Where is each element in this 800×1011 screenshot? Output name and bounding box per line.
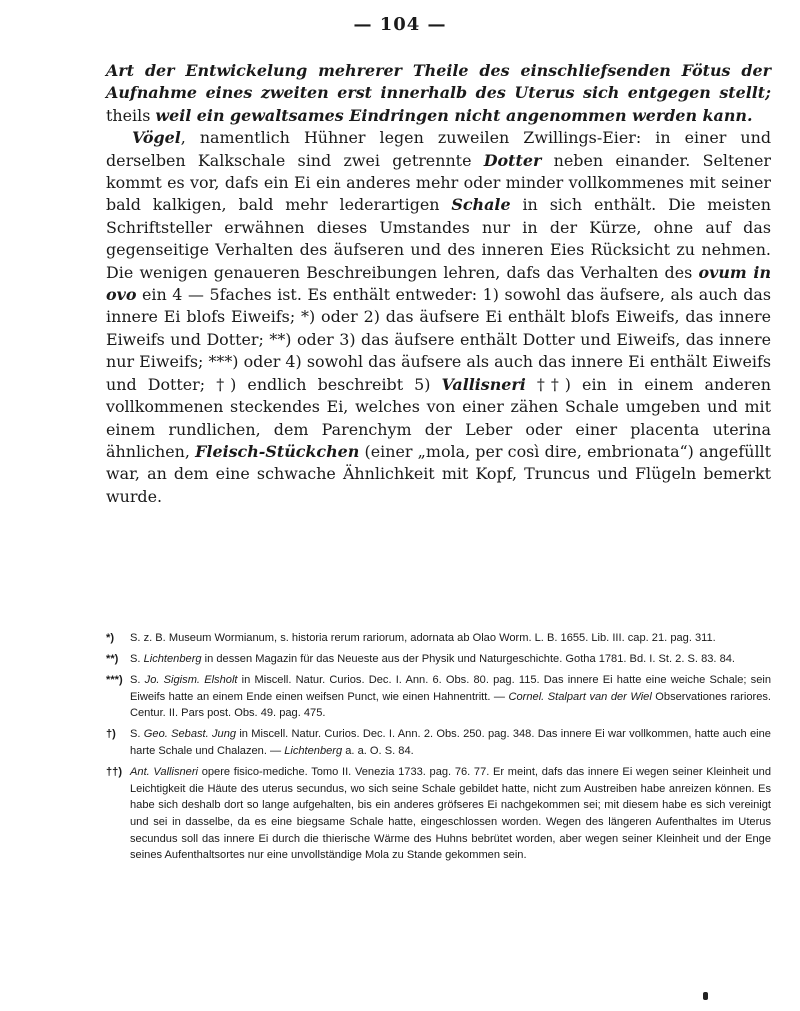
- footnote-3-part-a: S.: [130, 674, 145, 687]
- footnote-3: [106, 672, 771, 722]
- footnote-4-part-a: S.: [130, 728, 144, 741]
- main-text: [106, 60, 771, 508]
- term-voegel: Vögel: [132, 128, 181, 148]
- paragraph-1-italic-tail: weil ein gewaltsames Eindringen nicht angenommen werden kann.: [155, 105, 753, 125]
- footnote-5-mark: ††): [106, 766, 123, 779]
- footnote-3-part-c: Observationes rariores. Centur. II. Pars post. Obs. 49. pag. 475.: [130, 690, 771, 720]
- term-fleisch-stueckchen: Fleisch-Stückchen: [195, 441, 360, 461]
- footnote-3-author: Jo. Sigism. Elsholt: [144, 674, 238, 687]
- footnote-2-part-a: S.: [130, 653, 144, 666]
- footnote-4-author-2: Lichtenberg: [284, 745, 343, 758]
- footnote-1-mark: *): [106, 632, 115, 644]
- footnote-3-author-2: Cornel. Stalpart van der Wiel: [508, 690, 652, 703]
- footnotes: [106, 630, 771, 868]
- footnote-1-text: S. z. B. Museum Wormianum, s. historia rerum rariorum, adornata ab Olao Worm. L. B. 1655. Lib. III. cap. 21. pag. 311.: [130, 632, 716, 644]
- term-ovum-in-ovo: ovum in ovo: [106, 262, 771, 305]
- term-vallisneri: Vallisneri: [441, 374, 526, 394]
- footnote-4: [106, 726, 771, 759]
- footnote-1: [106, 630, 771, 647]
- paragraph-2-part-a: , namentlich Hühner legen zuweilen Zwillings-Eier: in einer und derselben Kalkschale sind zwei getrennte: [106, 128, 771, 170]
- page-number: — 104 —: [353, 14, 447, 35]
- footnote-4-mark: †): [106, 728, 116, 741]
- term-dotter: Dotter: [483, 150, 542, 170]
- footnote-5-text: opere fisico-mediche. Tomo II. Venezia 1733. pag. 76. 77. Er meint, dafs das innere Ei wegen seiner Kleinheit und Leichtigkeit die Häute des uterus secundus, wo sich seine Schale gebildet hatte, nicht zum Austreiben habe anreizen können. Es habe sich deshalb dort so lange aufgehalten, bis ein anderes gröfseres Ei nachgekommen sei; mit diesem habe es sich vereinigt und sei in dasselbe, da es eine biegsame Schale hatte, eingeschlossen worden. Wegen des längeren Aufenthaltes im Uterus secundus soll das innere Ei durch die thierische Wärme des Huhns bebrütet worden, aber wegen seiner Kleinheit und der Enge seines Aufenthaltsortes nur eine unvollständige Mola zu Stande gekommen sein.: [130, 766, 771, 862]
- footnote-5-author: Ant. Vallisneri: [130, 766, 199, 779]
- footnote-3-mark: ***): [106, 674, 123, 687]
- footnote-4-author: Geo. Sebast. Jung: [143, 728, 237, 741]
- footnote-2-mark: **): [106, 653, 119, 666]
- footnote-3-part-b: in Miscell. Natur. Curios. Dec. I. Ann. 6. Obs. 80. pag. 115. Das innere Ei hatte eine weiche Schale; sein Eiweifs hatte an einem Ende einen weifsen Punct, wie einen Hahnentritt. —: [130, 674, 771, 703]
- print-speck: [703, 992, 708, 1000]
- paragraph-1-italic-lead: Art der Entwickelung mehrerer Theile des einschliefsenden Fötus der Aufnahme eines zweiten erst innerhalb des Uterus sich entgegen stellt;: [106, 61, 771, 103]
- paragraph-2-part-b: neben einander. Seltener kommt es vor, dafs ein Ei ein anderes mehr oder minder vollkommenes mit seiner bald kalkigen, bald mehr lederartigen: [106, 150, 771, 215]
- footnote-2-author: Lichtenberg: [143, 653, 202, 666]
- term-schale: Schale: [451, 195, 511, 215]
- paragraph-2-part-f: (einer „mola, per così dire, embrionata“) angefüllt war, an dem eine schwache Ähnlichkeit mit Kopf, Truncus und Flügeln bemerkt wurde.: [106, 441, 772, 506]
- paragraph-2-part-d: ein 4 — 5faches ist. Es enthält entweder: 1) sowohl das äufsere, als auch das innere Ei blofs Eiweifs; *) oder 2) das äufsere Ei enthält blofs Eiweifs, das innere Eiweifs und Dotter; **) oder 3) das äufsere enthält Dotter und Eiweifs, das innere nur Eiweifs; ***) oder 4) sowohl das äufsere als auch das innere Ei enthält Eiweifs und Dotter; †) endlich beschreibt 5): [106, 285, 771, 394]
- footnote-2: [106, 651, 771, 668]
- paragraph-2-part-e: ††) ein in einem anderen vollkommenen steckendes Ei, welches von einer zähen Schale umgeben und mit einem rundlichen, dem Parenchym der Leber oder einer placenta uterina ähnlichen,: [106, 374, 771, 461]
- footnote-2-part-b: in dessen Magazin für das Neueste aus der Physik und Naturgeschichte. Gotha 1781. Bd. I. St. 2. S. 83. 84.: [201, 653, 735, 666]
- paragraph-1: [106, 60, 771, 127]
- paragraph-2: [106, 127, 771, 508]
- paragraph-1-roman: theils: [106, 105, 156, 125]
- footnote-4-part-c: a. a. O. S. 84.: [342, 745, 414, 758]
- footnote-5: [106, 764, 771, 864]
- footnote-4-part-b: in Miscell. Natur. Curios. Dec. I. Ann. 2. Obs. 250. pag. 348. Das innere Ei war vollkommen, hatte auch eine harte Schale und Chalazen. —: [130, 728, 771, 758]
- paragraph-2-part-c: in sich enthält. Die meisten Schriftsteller erwähnen dieses Umstandes nur in der Kürze, ohne auf das gegenseitige Verhalten des äufseren und des inneren Eies Rücksicht zu nehmen. Die wenigen genaueren Beschreibungen lehren, dafs das Verhalten des: [106, 195, 771, 282]
